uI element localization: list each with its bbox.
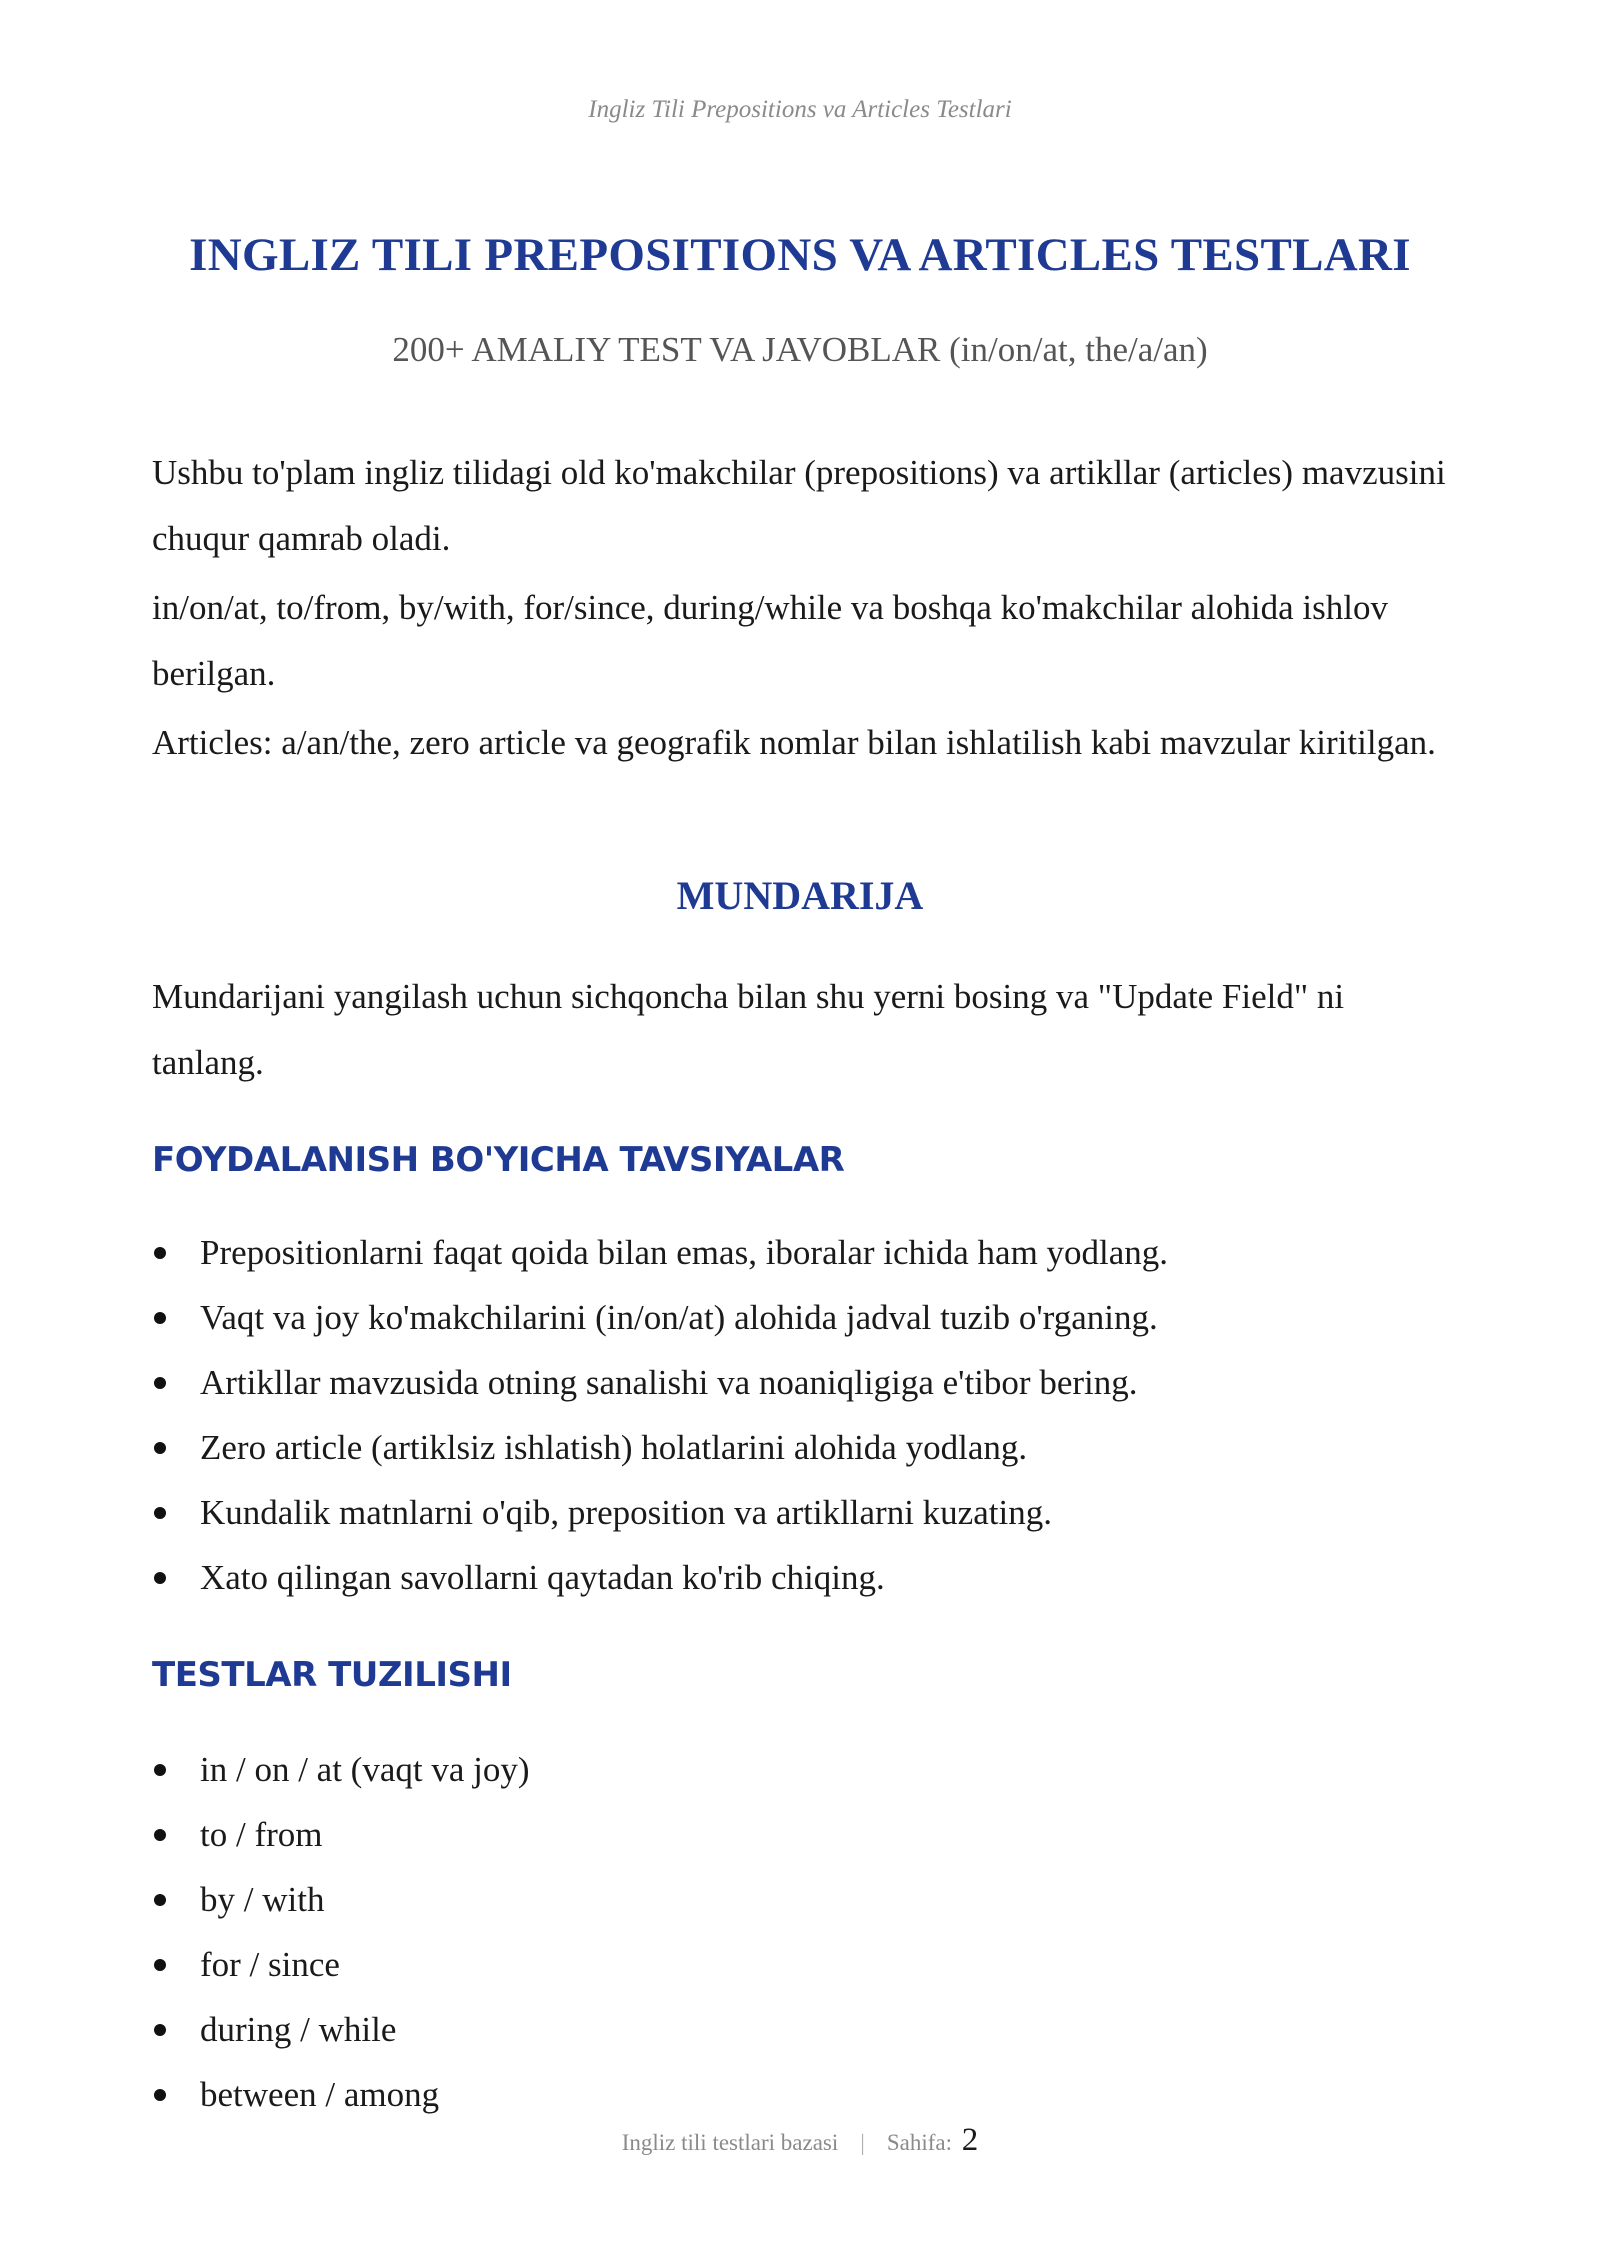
list-item-text: Xato qilingan savollarni qaytadan ko'rib chiqing.	[200, 1558, 885, 1597]
document-subtitle: 200+ AMALIY TEST VA JAVOBLAR (in/on/at, the/a/an)	[392, 330, 1208, 369]
bullet-icon	[154, 1764, 166, 1776]
intro-paragraph: in/on/at, to/from, by/with, for/since, during/while va boshqa ko'makchilar alohida ishlov berilgan.	[152, 588, 1388, 693]
page-number: 2	[961, 2122, 979, 2158]
list-item-text: for / since	[200, 1945, 340, 1984]
running-header: Ingliz Tili Prepositions va Articles Testlari	[588, 96, 1012, 123]
section-heading-test-structure: TESTLAR TUZILISHI	[152, 1655, 512, 1695]
list-item-text: in / on / at (vaqt va joy)	[200, 1750, 530, 1789]
list-item	[152, 1802, 1452, 1867]
bullet-icon	[154, 1959, 166, 1971]
list-item	[152, 1220, 1452, 1285]
bullet-icon	[154, 2089, 166, 2101]
bullet-icon	[154, 1829, 166, 1841]
document-title: INGLIZ TILI PREPOSITIONS VA ARTICLES TESTLARI	[189, 229, 1411, 281]
footer-source: Ingliz tili testlari bazasi	[621, 2130, 839, 2155]
toc-update-note[interactable]: Mundarijani yangilash uchun sichqoncha bilan shu yerni bosing va "Update Field" ni tanlang.	[152, 977, 1345, 1082]
list-item-text: during / while	[200, 2010, 397, 2049]
toc-field[interactable]	[152, 964, 1452, 1099]
bullet-icon	[154, 1442, 166, 1454]
test-structure-list	[152, 1737, 1452, 2127]
list-item	[152, 2062, 1452, 2127]
list-item-text: to / from	[200, 1815, 323, 1854]
list-item	[152, 1480, 1452, 1545]
bullet-icon	[154, 1247, 166, 1259]
list-item-text: Prepositionlarni faqat qoida bilan emas, iboralar ichida ham yodlang.	[200, 1233, 1169, 1272]
list-item-text: by / with	[200, 1880, 325, 1919]
list-item	[152, 1350, 1452, 1415]
bullet-icon	[154, 2024, 166, 2036]
list-item	[152, 1545, 1452, 1610]
footer-page-label: Sahifa:	[886, 2130, 953, 2155]
list-item-text: Artikllar mavzusida otning sanalishi va noaniqligiga e'tibor bering.	[200, 1363, 1138, 1402]
bullet-icon	[154, 1572, 166, 1584]
intro-paragraph: Ushbu to'plam ingliz tilidagi old ko'makchilar (prepositions) va artikllar (articles) mavzusini chuqur qamrab oladi.	[152, 453, 1446, 558]
page-footer	[0, 2122, 1600, 2159]
list-item	[152, 1285, 1452, 1350]
list-item-text: between / among	[200, 2075, 440, 2114]
bullet-icon	[154, 1894, 166, 1906]
bullet-icon	[154, 1377, 166, 1389]
list-item	[152, 1997, 1452, 2062]
list-item-text: Zero article (artiklsiz ishlatish) holatlarini alohida yodlang.	[200, 1428, 1028, 1467]
intro-section	[152, 440, 1452, 779]
list-item	[152, 1415, 1452, 1480]
list-item-text: Vaqt va joy ko'makchilarini (in/on/at) alohida jadval tuzib o'rganing.	[200, 1298, 1158, 1337]
section-heading-recommendations: FOYDALANISH BO'YICHA TAVSIYALAR	[152, 1140, 845, 1180]
list-item	[152, 1867, 1452, 1932]
bullet-icon	[154, 1312, 166, 1324]
list-item	[152, 1737, 1452, 1802]
list-item	[152, 1932, 1452, 1997]
bullet-icon	[154, 1507, 166, 1519]
list-item-text: Kundalik matnlarni o'qib, preposition va artikllarni kuzating.	[200, 1493, 1052, 1532]
toc-heading: MUNDARIJA	[676, 873, 924, 918]
footer-separator: |	[860, 2130, 865, 2155]
intro-paragraph: Articles: a/an/the, zero article va geografik nomlar bilan ishlatilish kabi mavzular kiritilgan.	[152, 723, 1436, 762]
recommendations-list	[152, 1220, 1452, 1610]
